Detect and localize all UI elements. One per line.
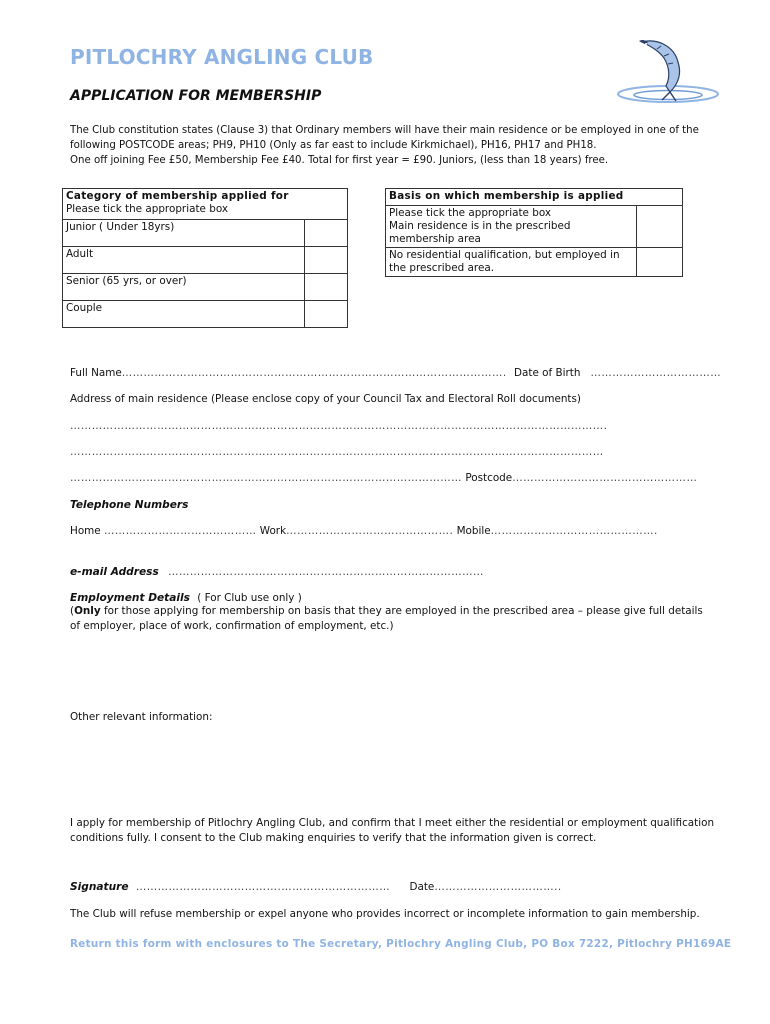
employment-line-2: of employer, place of work, confirmation of employment, etc.) [70, 620, 394, 632]
category-header-cell [63, 189, 348, 220]
intro-line: following POSTCODE areas; PH9, PH10 (Only as far east to include Kirkmichael), PH16, PH17 and PH18. [70, 140, 597, 151]
mobile-phone-input[interactable]: ………………………………………. [490, 525, 658, 537]
signature-row [70, 881, 562, 893]
telephone-heading: Telephone Numbers [70, 499, 189, 511]
category-table [62, 188, 348, 328]
employment-heading-row [70, 592, 302, 604]
category-header: Category of membership applied for [66, 190, 289, 202]
category-row-senior: Senior (65 yrs, or over) [63, 274, 305, 301]
intro-line: One off joining Fee £50, Membership Fee £40. Total for first year = £90. Juniors, (less than 18 years) free. [70, 155, 609, 166]
date-label: Date [409, 881, 435, 893]
intro-paragraph [70, 123, 730, 168]
full-name-row [70, 367, 721, 379]
postcode-label: Postcode [465, 472, 513, 484]
basis-header: Basis on which membership is applied [389, 190, 624, 202]
employed-checkbox[interactable] [637, 248, 683, 277]
declaration-line-1: I apply for membership of Pitlochry Angling Club, and confirm that I meet either the residential or employment qualification [70, 817, 715, 829]
basis-table [385, 188, 683, 277]
email-label: e-mail Address [70, 566, 159, 578]
intro-line: The Club constitution states (Clause 3) that Ordinary members will have their main residence or be employed in one of the [70, 125, 699, 136]
form-title: APPLICATION FOR MEMBERSHIP [70, 88, 322, 104]
residence-checkbox[interactable] [637, 206, 683, 248]
declaration [70, 816, 714, 846]
full-name-input[interactable]: ……………………………………………………………………………………………. [121, 367, 507, 379]
full-name-label: Full Name [70, 367, 122, 379]
basis-row-residence-label: Main residence is in the prescribed membership area [389, 220, 571, 245]
basis-header-cell [386, 189, 683, 206]
category-row-junior: Junior ( Under 18yrs) [63, 220, 305, 247]
employment-note: ( For Club use only ) [197, 592, 302, 604]
employment-instructions: (Only for those applying for membership on basis that they are employed in the prescribed area – please give full details of employer, place of work, confirmation of employment, etc.) [70, 605, 703, 632]
category-row-adult: Adult [63, 247, 305, 274]
category-row-couple: Couple [63, 301, 305, 328]
date-input[interactable]: …………………………….. [434, 881, 562, 893]
address-label: Address of main residence (Please enclose copy of your Council Tax and Electoral Roll documents) [70, 393, 581, 405]
club-name: PITLOCHRY ANGLING CLUB [70, 45, 374, 69]
leaping-fish-icon [612, 34, 722, 106]
warning-text: The Club will refuse membership or expel anyone who provides incorrect or incomplete information to gain membership. [70, 908, 700, 920]
signature-label: Signature [70, 881, 129, 893]
dob-label: Date of Birth [514, 367, 581, 379]
address-line-2[interactable]: ………………………………………………………………………………………………………………………………… [70, 446, 604, 458]
telephone-row [70, 525, 658, 537]
address-line-1[interactable]: …………………………………………………………………………………………………………………………………. [70, 420, 608, 432]
address-line-3[interactable]: ……………………………………………………………………………………………… [70, 472, 463, 484]
basis-row-employed: No residential qualification, but employed in the prescribed area. [386, 248, 637, 277]
home-label: Home [70, 525, 101, 537]
email-input[interactable]: …………………………………………………………………………… [168, 566, 484, 578]
address-postcode-row [70, 472, 697, 484]
return-address: Return this form with enclosures to The Secretary, Pitlochry Angling Club, PO Box 7222, Pitlochry PH169AE [70, 938, 732, 950]
basis-instruction: Please tick the appropriate box [389, 207, 552, 219]
junior-checkbox[interactable] [305, 220, 348, 247]
work-phone-input[interactable]: ………………………………………. [286, 525, 454, 537]
employment-only: Only [74, 605, 101, 617]
other-info-label: Other relevant information: [70, 711, 213, 723]
senior-checkbox[interactable] [305, 274, 348, 301]
postcode-input[interactable]: …………………………………………… [512, 472, 698, 484]
adult-checkbox[interactable] [305, 247, 348, 274]
signature-input[interactable]: ………………………………….………………………… [135, 881, 391, 893]
email-row [70, 566, 484, 578]
dob-input[interactable]: ……………………………… [590, 367, 722, 379]
mobile-label: Mobile [456, 525, 491, 537]
basis-row-residence [386, 206, 637, 248]
work-label: Work [259, 525, 287, 537]
home-phone-input[interactable]: …………………………………… [104, 525, 257, 537]
employment-heading: Employment Details [70, 592, 190, 604]
employment-line-1: for those applying for membership on basis that they are employed in the prescribed area – please give full details [100, 605, 703, 617]
declaration-line-2: conditions fully. I consent to the Club making enquiries to verify that the information given is correct. [70, 832, 597, 844]
couple-checkbox[interactable] [305, 301, 348, 328]
category-instruction: Please tick the appropriate box [66, 203, 229, 215]
